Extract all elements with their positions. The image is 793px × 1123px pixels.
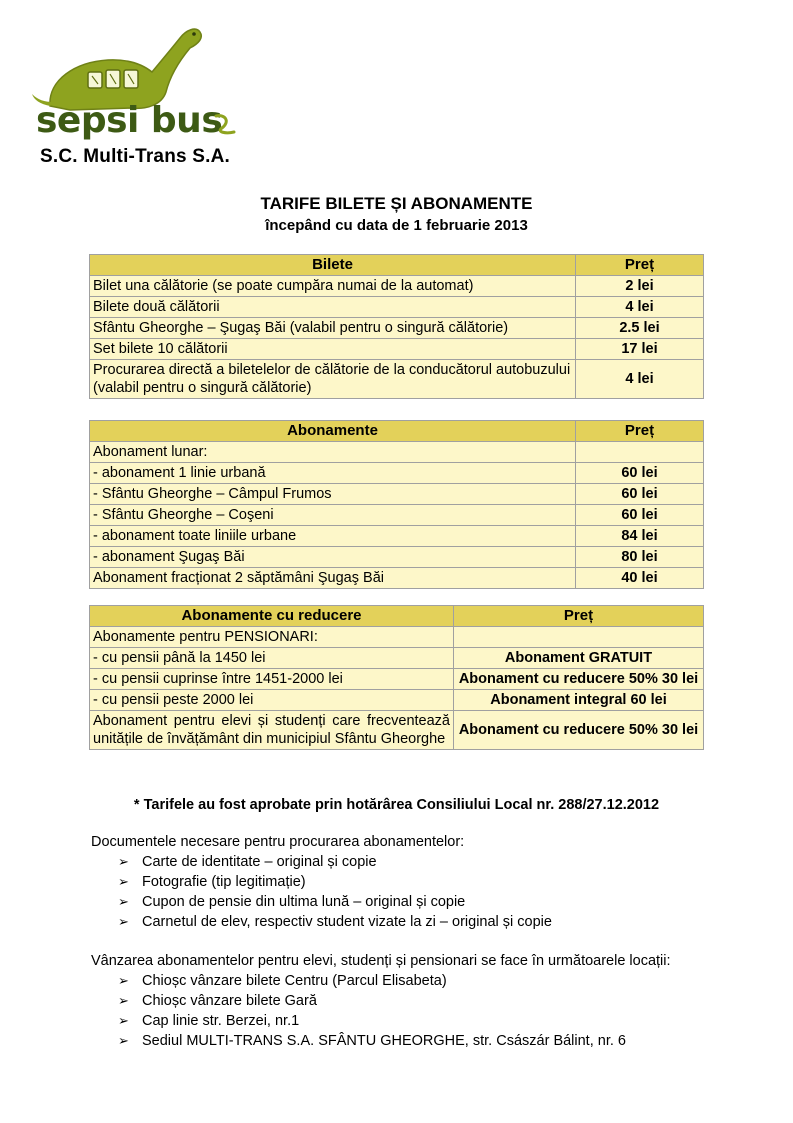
list-item-text: Fotografie (tip legitimație) [142,874,306,890]
column-header-name: Bilete [90,255,576,276]
table-row [90,360,704,399]
ticket-name: Sfântu Gheorghe – Şugaş Băi (valabil pentru o singură călătorie) [90,318,576,339]
ticket-price: 17 lei [576,339,704,360]
discount-price: Abonament GRATUIT [454,648,704,669]
pass-price: 80 lei [576,547,704,568]
pass-name: - Sfântu Gheorghe – Câmpul Frumos [90,484,576,505]
table-row [90,442,704,463]
passes-table [89,420,704,589]
discount-name: - cu pensii peste 2000 lei [90,690,454,711]
table-header-row [90,606,704,627]
list-item-text: Cupon de pensie din ultima lună – original și copie [142,894,466,910]
list-item [118,912,552,932]
company-name: S.C. Multi-Trans S.A. [40,146,230,167]
column-header-name: Abonamente cu reducere [90,606,454,627]
table-row [90,463,704,484]
list-item-text: Cap linie str. Berzei, nr.1 [142,1013,300,1029]
table-header-row [90,255,704,276]
sepsi-bus-logo [30,20,250,145]
list-item [118,991,626,1011]
list-item-text: Chioșc vânzare bilete Centru (Parcul Elisabeta) [142,973,447,989]
pass-name: Abonament lunar: [90,442,576,463]
page-subtitle: începând cu data de 1 februarie 2013 [265,217,528,234]
table-row [90,648,704,669]
list-item-text: Carnetul de elev, respectiv student vizate la zi – original și copie [142,914,552,930]
pass-price: 40 lei [576,568,704,589]
pass-name: - abonament toate liniile urbane [90,526,576,547]
arrow-bullet-icon: ➢ [118,1033,129,1048]
pass-name: - abonament 1 linie urbană [90,463,576,484]
list-item-text: Chioșc vânzare bilete Gară [142,993,317,1009]
svg-text:sepsi bus: sepsi bus [36,100,223,141]
table-row [90,339,704,360]
locations-list [118,971,626,1051]
table-header-row [90,421,704,442]
arrow-bullet-icon: ➢ [118,993,129,1008]
arrow-bullet-icon: ➢ [118,874,129,889]
list-item-text: Carte de identitate – original și copie [142,854,377,870]
discount-passes-table [89,605,704,750]
pass-price: 84 lei [576,526,704,547]
pass-price: 60 lei [576,505,704,526]
discount-name: - cu pensii până la 1450 lei [90,648,454,669]
table-row [90,711,704,750]
ticket-name: Bilet una călătorie (se poate cumpăra numai de la automat) [90,276,576,297]
column-header-price: Preț [576,421,704,442]
discount-price: Abonament cu reducere 50% 30 lei [454,669,704,690]
column-header-name: Abonamente [90,421,576,442]
discount-price: Abonament cu reducere 50% 30 lei [454,711,704,750]
table-row [90,484,704,505]
ticket-price: 2 lei [576,276,704,297]
ticket-name: Set bilete 10 călătorii [90,339,576,360]
discount-name: Abonamente pentru PENSIONARI: [90,627,454,648]
column-header-price: Preț [576,255,704,276]
table-row [90,318,704,339]
arrow-bullet-icon: ➢ [118,914,129,929]
page-title: TARIFE BILETE ȘI ABONAMENTE [260,194,533,213]
list-item [118,1011,626,1031]
arrow-bullet-icon: ➢ [118,854,129,869]
table-row [90,547,704,568]
pass-price [576,442,704,463]
ticket-price: 4 lei [576,297,704,318]
table-row [90,526,704,547]
pass-name: Abonament fracționat 2 săptămâni Şugaş Băi [90,568,576,589]
ticket-price: 4 lei [576,360,704,399]
pass-price: 60 lei [576,484,704,505]
documents-intro: Documentele necesare pentru procurarea abonamentelor: [91,834,465,850]
discount-price: Abonament integral 60 lei [454,690,704,711]
list-item [118,892,552,912]
table-row [90,627,704,648]
pass-price: 60 lei [576,463,704,484]
tickets-table [89,254,704,399]
table-row [90,276,704,297]
ticket-name: Bilete două călătorii [90,297,576,318]
discount-name: - cu pensii cuprinse între 1451-2000 lei [90,669,454,690]
list-item [118,852,552,872]
ticket-name: Procurarea directă a biletelelor de călătorie de la conducătorul autobuzului (valabil pentru o singură călătorie) [90,360,576,399]
table-row [90,297,704,318]
list-item [118,1031,626,1051]
approval-note: * Tarifele au fost aprobate prin hotărârea Consiliului Local nr. 288/27.12.2012 [133,797,660,813]
pass-name: - Sfântu Gheorghe – Coşeni [90,505,576,526]
pass-name: - abonament Şugaş Băi [90,547,576,568]
table-row [90,690,704,711]
arrow-bullet-icon: ➢ [118,973,129,988]
list-item [118,971,626,991]
table-row [90,568,704,589]
arrow-bullet-icon: ➢ [118,1013,129,1028]
arrow-bullet-icon: ➢ [118,894,129,909]
discount-name: Abonament pentru elevi și studenți care frecventează unitățile de învățământ din municipiul Sfântu Gheorghe [90,711,454,750]
documents-list [118,852,552,932]
list-item [118,872,552,892]
table-row [90,505,704,526]
ticket-price: 2.5 lei [576,318,704,339]
locations-intro: Vânzarea abonamentelor pentru elevi, studenți și pensionari se face în următoarele locații: [91,953,671,969]
table-row [90,669,704,690]
list-item-text: Sediul MULTI-TRANS S.A. SFÂNTU GHEORGHE, str. Császár Bálint, nr. 6 [142,1033,626,1049]
discount-price [454,627,704,648]
column-header-price: Preț [454,606,704,627]
